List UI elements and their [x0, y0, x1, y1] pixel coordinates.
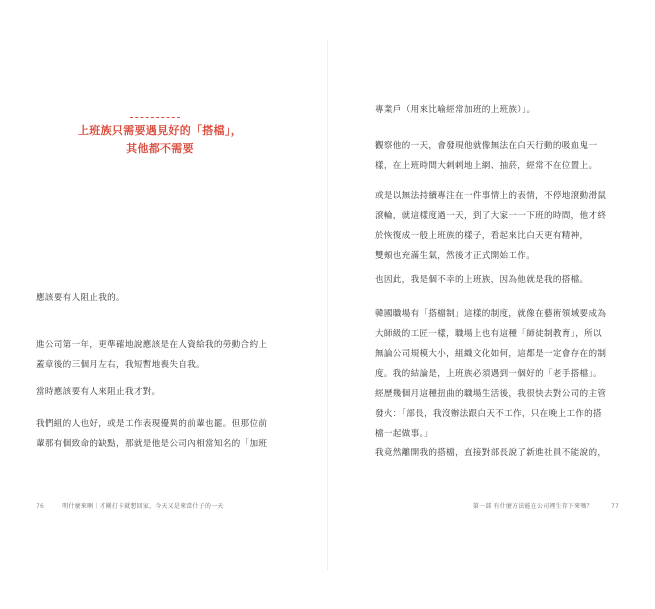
text-line: 蓋章後的三個月左右，我短暫地喪失自我。 [36, 360, 205, 370]
text-line: 度。我的結論是，上班族必須遇到一個好的「老手搭檔」。 [375, 369, 602, 379]
left-page [0, 0, 327, 609]
text-line: 檔一起做事。」 [375, 429, 433, 439]
paragraph [36, 288, 125, 308]
left-footer [36, 501, 223, 510]
paragraph [36, 382, 161, 402]
paragraph [36, 414, 267, 454]
paragraph [375, 186, 606, 266]
text-line: 應該要有人阻止我的。 [36, 293, 125, 303]
text-line: 輩那有個致命的缺點，那就是他是公司內相當知名的「加班 [36, 439, 268, 449]
page-number: 77 [610, 503, 619, 510]
paragraph [36, 335, 267, 375]
text-line: 發火：「部長，我沒辦法跟白天不工作，只在晚上工作的搭 [375, 409, 602, 419]
text-line: 韓國職場有「搭檔制」這樣的制度，就像在藝術領域要成為 [375, 309, 607, 319]
paragraph [375, 136, 597, 176]
right-page [328, 0, 655, 609]
text-line: 專業戶（用來比喻經常加班的上班族）」。 [375, 105, 536, 115]
text-line: 當時應該要有人來阻止我才對。 [36, 387, 161, 397]
paragraph [375, 270, 588, 290]
heading-line: 上班族只需要遇見好的「搭檔」， [78, 124, 242, 137]
text-line: 進公司第一年，更準確地說應該是在人資給我的勞動合約上 [36, 340, 268, 350]
heading-line: 其他都不需要 [126, 142, 194, 155]
paragraph [375, 304, 606, 444]
text-line: 於恢復成一般上班族的樣子，看起來比白天更有精神， [375, 231, 589, 241]
running-title: 明什麼來啊｜才剛打卡就想回家，今天又是來當什子的一天 [62, 503, 224, 510]
text-line: 樣，在上班時間大剌剌地上網、抽菸，經常不在位置上。 [375, 161, 598, 171]
chapter-heading [70, 122, 250, 158]
text-line: 雙頰也充滿生氣，然後才正式開始工作。 [375, 251, 536, 261]
right-footer [473, 501, 619, 510]
text-line: 我竟然離開我的搭檔，直接對部長說了新進社員不能說的， [375, 448, 607, 458]
text-line: 滾輪，就這樣度過一天，到了大家一一下班的時間，他才終 [375, 211, 607, 221]
paragraph [375, 443, 606, 463]
page-number: 76 [36, 503, 45, 510]
text-line: 大師級的工匠一樣，職場上也有這種「師徒制教育」，所以 [375, 329, 602, 339]
text-line: 無論公司規模大小，組織文化如何，這都是一定會存在的制 [375, 349, 607, 359]
text-line: 我們組的人也好，或是工作表現優異的前輩也罷。但那位前 [36, 419, 268, 429]
text-line: 或是以無法持續專注在一件事情上的表情，不停地滾動滑鼠 [375, 191, 607, 201]
text-line: 經歷幾個月這種扭曲的職場生活後，我很快去對公司的主管 [375, 389, 607, 399]
text-line: 也因此，我是個不幸的上班族，因為他就是我的搭檔。 [375, 275, 589, 285]
heading-rule [130, 117, 180, 118]
text-line: 觀察他的一天，會發現他就像無法在白天行動的吸血鬼一 [375, 141, 598, 151]
paragraph [375, 100, 535, 120]
running-title: 第一部 有什麼方法能在公司裡生存下來嗎？ [472, 503, 593, 510]
